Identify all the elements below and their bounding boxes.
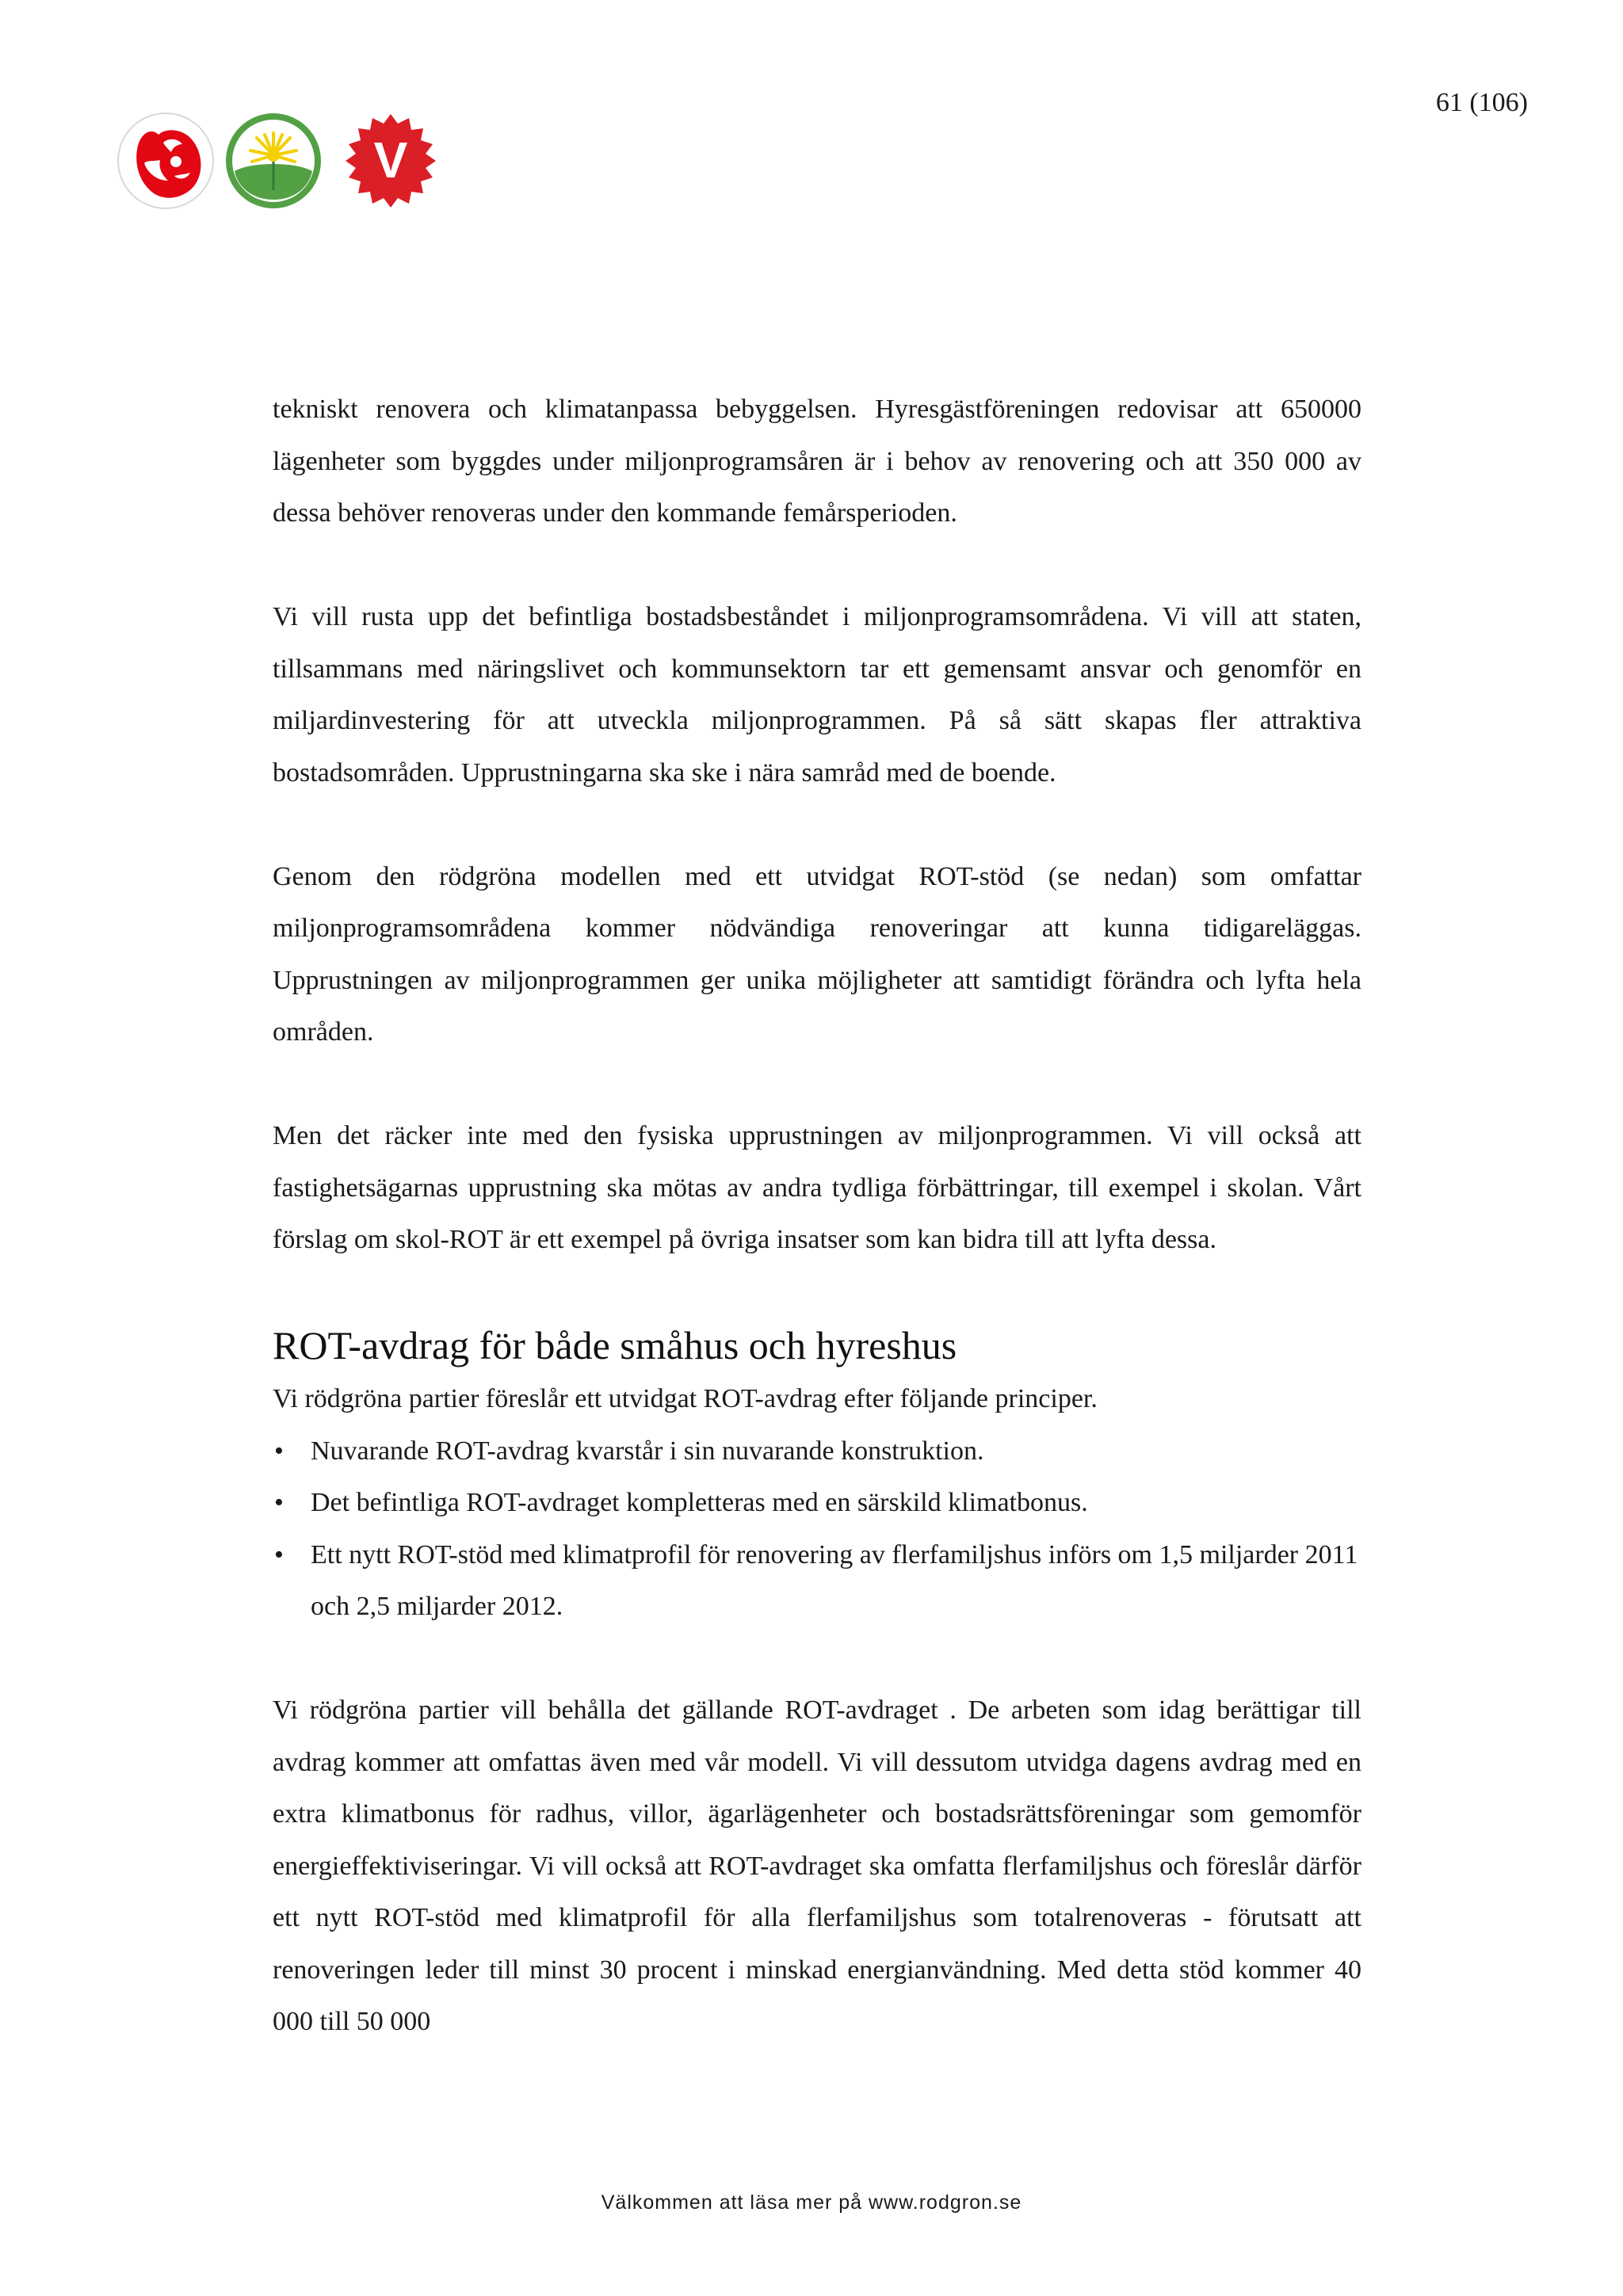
dandelion-logo-icon: [223, 111, 323, 211]
section-heading: ROT-avdrag för både småhus och hyreshus: [273, 1323, 957, 1367]
document-body: [273, 383, 1361, 2048]
section-intro: Vi rödgröna partier föreslår ett utvidgat ROT-avdrag efter följande principer.: [273, 1384, 1098, 1413]
body-paragraph: tekniskt renovera och klimatanpassa bebyggelsen. Hyresgästföreningen redovisar att 650000 lägenheter som byggdes under miljonprogramsåren är i behov av renovering och att 350 000 av dessa behöver renoveras under den kommande femårsperioden.: [273, 395, 1361, 528]
footer-text: Välkommen att läsa mer på www.rodgron.se: [601, 2191, 1022, 2214]
body-paragraph: Vi rödgröna partier vill behålla det gällande ROT-avdraget . De arbeten som idag berättigar till avdrag kommer att omfattas även med vår modell. Vi vill dessutom utvidga dagens avdrag med en extra klimatbonus för radhus, villor, ägarlägenheter och bostadsrättsföreningar som gemomför energieffektiviseringar. Vi vill också att ROT-avdraget ska omfatta flerfamiljshus och föreslår därför ett nytt ROT-stöd med klimatprofil för alla flerfamiljshus som totalrenoveras - förutsatt att renoveringen leder till minst 30 procent i minskad energianvändning. Med detta stöd kommer 40 000 till 50 000: [273, 1695, 1361, 2036]
bullet-item: • Det befintliga ROT-avdraget kompletteras med en särskild klimatbonus.: [273, 1477, 1361, 1529]
bullet-item: • Ett nytt ROT-stöd med klimatprofil för renovering av flerfamiljshus införs om 1,5 miljarder 2011 och 2,5 miljarder 2012.: [273, 1529, 1361, 1633]
rose-logo-icon: [116, 111, 216, 211]
page-number: 61 (106): [1435, 88, 1528, 117]
body-paragraph: Genom den rödgröna modellen med ett utvidgat ROT-stöd (se nedan) som omfattar miljonprogramsområdena kommer nödvändiga renoveringar att kunna tidigareläggas. Upprustningen av miljonprogrammen ger unika möjligheter att samtidigt förändra och lyfta hela områden.: [273, 861, 1361, 1047]
v-logo-icon: [341, 111, 441, 211]
bullet-list: [273, 1425, 1361, 1633]
bullet-item: • Nuvarande ROT-avdrag kvarstår i sin nuvarande konstruktion.: [273, 1425, 1361, 1478]
party-logos: [116, 111, 449, 214]
body-paragraph: Men det räcker inte med den fysiska upprustningen av miljonprogrammen. Vi vill också att fastighetsägarnas upprustning ska mötas av andra tydliga förbättringar, till exempel i skolan. Vårt förslag om skol-ROT är ett exempel på övriga insatser som kan bidra till att lyfta dessa.: [273, 1121, 1361, 1254]
v-logo-letter: V: [373, 132, 408, 189]
body-paragraph: Vi vill rusta upp det befintliga bostadsbeståndet i miljonprogramsområdena. Vi vill att staten, tillsammans med näringslivet och kommunsektorn tar ett gemensamt ansvar och genomför en miljardinvestering för att utveckla miljonprogrammen. På så sätt skapas fler attraktiva bostadsområden. Upprustningarna ska ske i nära samråd med de boende.: [273, 602, 1361, 788]
